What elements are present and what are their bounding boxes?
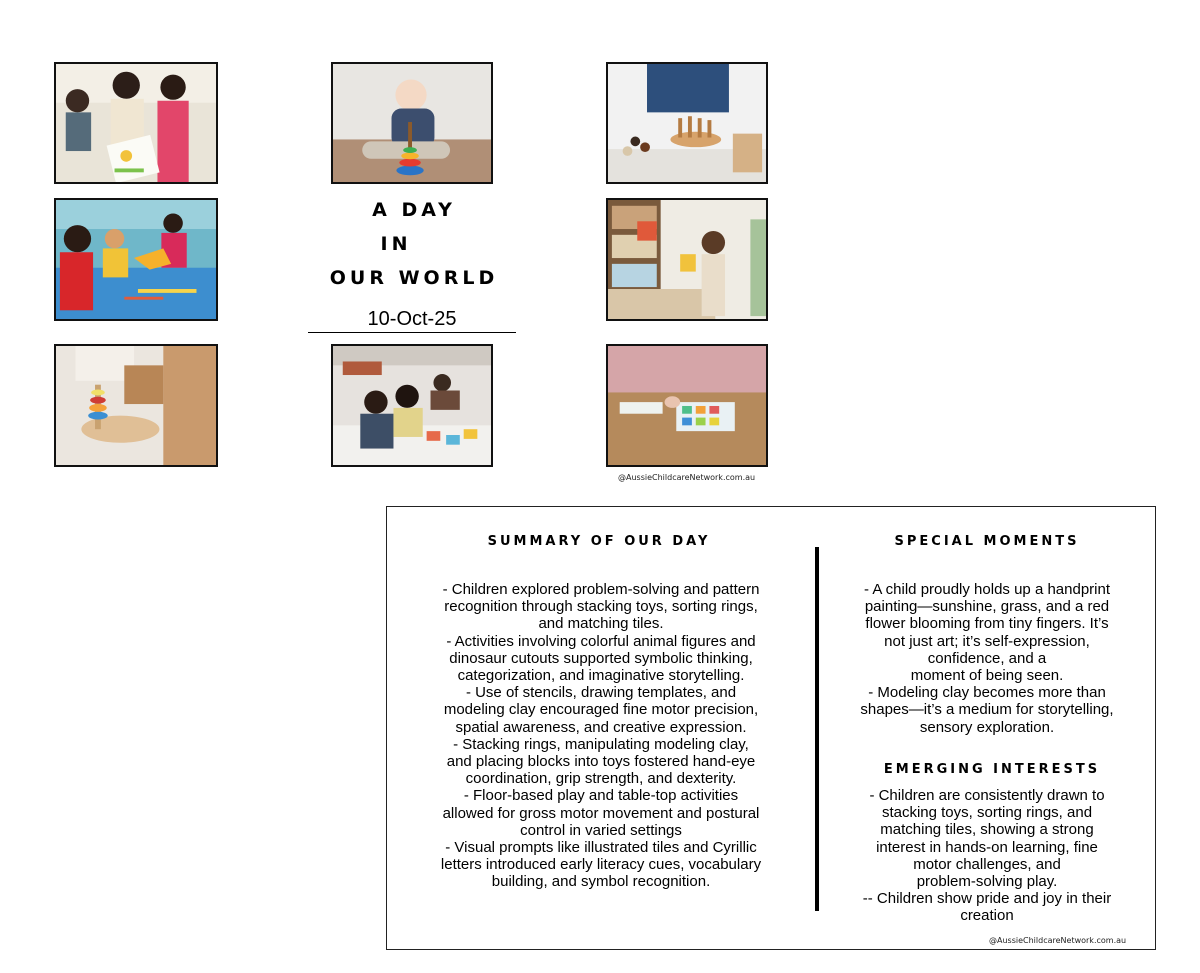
emerging-interests-text: - Children are consistently drawn to stacking toys, sorting rings, and matching tiles, showing a strong interest in hands-on learning, fine motor challenges, and problem-solving play. -- Children show pride and joy in their creation [862,787,1112,925]
wooden-peg-toy-photo [606,62,768,184]
credit-watermark-bottom: @AussieChildcareNetwork.com.au [989,936,1127,945]
shelf-icon [608,200,766,319]
summary-heading: SUMMARY OF OUR DAY [487,534,711,549]
children-matching-tiles-photo [331,344,493,467]
girl-at-shelf-photo [606,198,768,321]
credit-watermark-top: @AussieChildcareNetwork.com.au [618,473,756,482]
special-moments-text: - A child proudly holds up a handprint painting—sunshine, grass, and a red flower blooming from tiny fingers. It’s not just art; it’s self-expression, confidence, and a moment of being seen. - Modeling clay becomes more than shapes—it’s a medium for storytelling, sensory exploration. [860,581,1114,736]
children-painting-photo [54,62,218,184]
children-dinosaur-cutouts-photo [54,198,218,321]
baby-stacking-rings-photo [331,62,493,184]
special-moments-heading: SPECIAL MOMENTS [894,534,1080,549]
summary-panel [386,506,1156,950]
table-play-icon [56,200,216,319]
floor-stacking-toy-photo [54,344,218,467]
kids-art-icon [56,64,216,182]
puzzle-icon [608,346,766,465]
date-label: 10-Oct-25 [308,308,516,333]
title-line-3: OUR WORLD [329,267,499,289]
column-divider [815,547,819,911]
stacking-toy-icon [56,346,216,465]
title-line-2: IN [380,233,412,255]
stacking-toy-icon [333,64,491,182]
title-line-1: A DAY [372,199,456,221]
tiles-icon [333,346,491,465]
tile-puzzle-photo [606,344,768,467]
summary-text: - Children explored problem-solving and pattern recognition through stacking toys, sorting rings, and matching tiles. - Activities involving colorful animal figures and dinosaur cutouts supported symbolic thinking, categorization, and imaginative storytelling. - Use of stencils, drawing templates, and modeling clay encouraged fine motor precision, spatial awareness, and creative expression. - Stacking rings, manipulating modeling clay, and placing blocks into toys fostered hand-eye coordination, grip strength, and dexterity. - Floor-based play and table-top activities allowed for gross motor movement and postural control in varied settings - Visual prompts like illustrated tiles and Cyrillic letters introduced early literacy cues, vocabulary building, and symbol recognition. [440,581,762,891]
peg-board-icon [608,64,766,182]
emerging-interests-heading: EMERGING INTERESTS [883,762,1101,777]
